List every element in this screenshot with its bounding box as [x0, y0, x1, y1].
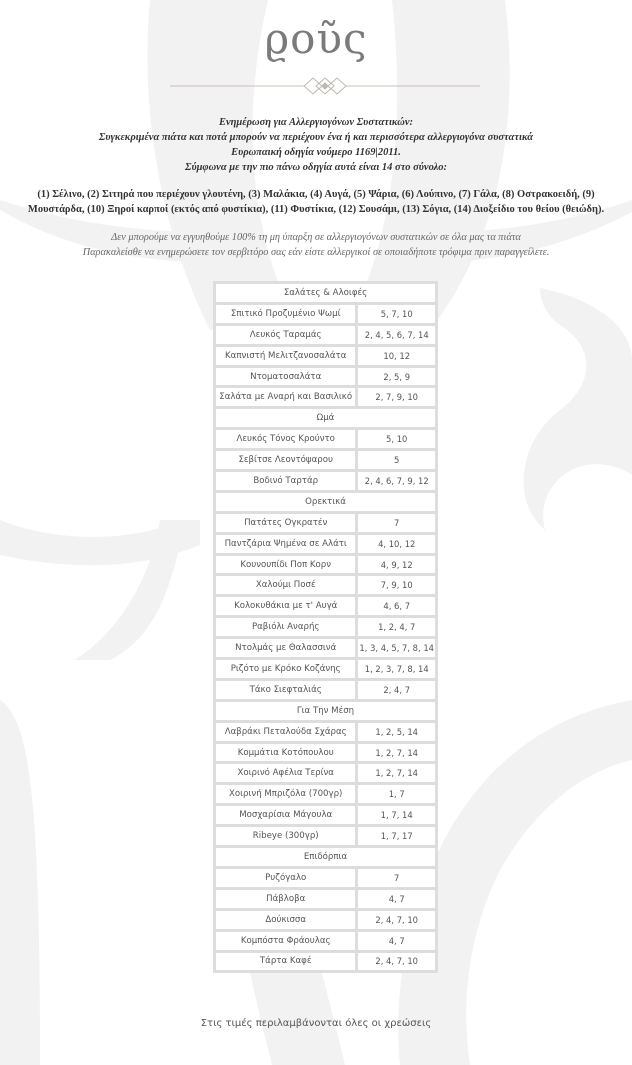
dish-allergens: 2, 7, 9, 10: [358, 388, 435, 406]
table-row: [216, 514, 435, 532]
dish-name: Πάβλοβα: [216, 890, 355, 908]
table-row: [216, 597, 435, 615]
dish-name: Παντζάρια Ψημένα σε Αλάτι: [216, 535, 355, 553]
table-row: [216, 911, 435, 929]
table-row: [216, 535, 435, 553]
dish-allergens: 7, 9, 10: [358, 576, 435, 594]
ornament-divider: [170, 76, 480, 96]
table-row: [216, 388, 435, 406]
disclaimer-line: Παρακαλείσθε να ενημερώσετε τον σερβιτόρο σας εάν είστε αλλεργικοί σε οποιαδήποτε τρόφιμα πριν παραγγείλετε.: [82, 246, 550, 258]
dish-name: Ριζότο με Κρόκο Κοζάνης: [216, 660, 355, 678]
dish-name: Μοσχαρίσια Μάγουλα: [216, 806, 355, 824]
dish-allergens: 7: [358, 869, 435, 887]
dish-name: Τάκο Σιεφταλιάς: [216, 681, 355, 699]
dish-allergens: 4, 7: [358, 890, 435, 908]
dish-allergens: 1, 7: [358, 785, 435, 803]
dish-name: Δούκισσα: [216, 911, 355, 929]
dish-allergens: 1, 2, 4, 7: [358, 618, 435, 636]
table-row: [216, 723, 435, 741]
dish-allergens: 10, 12: [358, 347, 435, 365]
info-heading: Ενημέρωση για Αλλεργιογόνων Συστατικών:: [219, 117, 413, 128]
table-row: [216, 890, 435, 908]
allergen-menu-table: [213, 281, 438, 973]
table-row: [216, 576, 435, 594]
dish-name: Σαλάτα με Αναρή και Βασιλικό: [216, 388, 355, 406]
dish-allergens: 7: [358, 514, 435, 532]
diamond-ornament-icon: [304, 78, 346, 94]
table-row: [216, 639, 435, 657]
dish-allergens: 1, 2, 3, 7, 8, 14: [358, 660, 435, 678]
section-row: [216, 409, 435, 427]
dish-name: Λευκός Τόνος Κρούντο: [216, 430, 355, 448]
allergen-info-block: [0, 115, 632, 175]
dish-name: Λευκός Ταραμάς: [216, 326, 355, 344]
section-title: Για Την Μέση: [216, 702, 435, 720]
dish-name: Ρυζόγαλο: [216, 869, 355, 887]
disclaimer-line: Δεν μπορούμε να εγγυηθούμε 100% τη μη ύπαρξη σε αλλεργιογόνων συστατικών σε όλα μας τα πιάτα: [111, 232, 521, 243]
table-row: [216, 556, 435, 574]
table-row: [216, 368, 435, 386]
dish-allergens: 1, 3, 4, 5, 7, 8, 14: [358, 639, 435, 657]
dish-name: Χαλούμι Ποσέ: [216, 576, 355, 594]
dish-allergens: 4, 9, 12: [358, 556, 435, 574]
table-row: [216, 451, 435, 469]
dish-name: Σπιτικό Προζυμένιο Ψωμί: [216, 305, 355, 323]
dish-name: Κουνουπίδι Ποπ Κορν: [216, 556, 355, 574]
brand-logo: ϱοῦς: [264, 14, 368, 63]
dish-allergens: 2, 4, 7, 10: [358, 953, 435, 971]
table-row: [216, 618, 435, 636]
dish-allergens: 2, 4, 7, 10: [358, 911, 435, 929]
dish-name: Κομμάτια Κοτόπουλου: [216, 744, 355, 762]
dish-allergens: 1, 2, 7, 14: [358, 764, 435, 782]
section-row: [216, 284, 435, 302]
info-line: Συγκεκριμένα πιάτα και ποτά μπορούν να περιέχουν ένα ή και περισσότερα αλλεργιογόνα συστατικά: [98, 132, 534, 143]
dish-name: Ντολμάς με Θαλασσινά: [216, 639, 355, 657]
dish-allergens: 2, 4, 6, 7, 9, 12: [358, 472, 435, 490]
table-row: [216, 347, 435, 365]
dish-name: Ribeye (300γρ): [216, 827, 355, 845]
table-row: [216, 326, 435, 344]
dish-allergens: 4, 7: [358, 932, 435, 950]
table-row: [216, 660, 435, 678]
dish-name: Κολοκυθάκια με τ' Αυγά: [216, 597, 355, 615]
footer-note: Στις τιμές περιλαμβάνονται όλες οι χρεώσεις: [200, 1018, 432, 1029]
dish-name: Βοδινό Ταρτάρ: [216, 472, 355, 490]
dish-allergens: 5, 7, 10: [358, 305, 435, 323]
table-row: [216, 785, 435, 803]
dish-name: Καπνιστή Μελιτζανοσαλάτα: [216, 347, 355, 365]
dish-name: Σεβίτσε Λεοντόψαρου: [216, 451, 355, 469]
dish-allergens: 1, 7, 17: [358, 827, 435, 845]
allergen-list: [20, 187, 612, 217]
dish-name: Χοιρινό Αφέλια Τερίνα: [216, 764, 355, 782]
table-row: [216, 744, 435, 762]
dish-allergens: 1, 2, 5, 14: [358, 723, 435, 741]
table-row: [216, 430, 435, 448]
table-row: [216, 305, 435, 323]
dish-allergens: 5: [358, 451, 435, 469]
table-row: [216, 827, 435, 845]
dish-allergens: 1, 2, 7, 14: [358, 744, 435, 762]
section-row: [216, 702, 435, 720]
info-line: Ευρωπαική οδηγία νούμερο 1169|2011.: [231, 147, 401, 158]
table-row: [216, 869, 435, 887]
table-row: [216, 681, 435, 699]
dish-allergens: 2, 4, 7: [358, 681, 435, 699]
disclaimer: [0, 231, 632, 260]
table-row: [216, 932, 435, 950]
dish-name: Πατάτες Ογκρατέν: [216, 514, 355, 532]
dish-allergens: 5, 10: [358, 430, 435, 448]
section-row: [216, 493, 435, 511]
dish-allergens: 2, 5, 9: [358, 368, 435, 386]
allergen-list-line: Μουστάρδα, (10) Ξηροί καρποί (εκτός από φυστίκια), (11) Φυστίκια, (12) Σουσάμι, (13) Σόγια, (14) Διοξείδιο του θείου (θειώδη).: [27, 204, 605, 215]
section-title: Ορεκτικά: [216, 493, 435, 511]
section-title: Επιδόρπια: [216, 848, 435, 866]
dish-allergens: 2, 4, 5, 6, 7, 14: [358, 326, 435, 344]
info-line: Σύμφωνα με την πιο πάνω οδηγία αυτά είναι 14 στο σύνολο:: [184, 162, 448, 173]
section-row: [216, 848, 435, 866]
section-title: Σαλάτες & Αλοιφές: [216, 284, 435, 302]
table-row: [216, 472, 435, 490]
dish-name: Τάρτα Καφέ: [216, 953, 355, 971]
dish-name: Ντοματοσαλάτα: [216, 368, 355, 386]
dish-name: Χοιρινή Μπριζόλα (700γρ): [216, 785, 355, 803]
dish-name: Κομπόστα Φράουλας: [216, 932, 355, 950]
table-row: [216, 764, 435, 782]
dish-allergens: 1, 7, 14: [358, 806, 435, 824]
dish-name: Ραβιόλι Αναρής: [216, 618, 355, 636]
section-title: Ωμά: [216, 409, 435, 427]
dish-allergens: 4, 6, 7: [358, 597, 435, 615]
table-row: [216, 953, 435, 971]
allergen-list-line: (1) Σέλινο, (2) Σιτηρά που περιέχουν γλουτένη, (3) Μαλάκια, (4) Αυγά, (5) Ψάρια, (6) Λούπινο, (7) Γάλα, (8) Οστρακοειδή, (9): [37, 189, 595, 200]
table-row: [216, 806, 435, 824]
dish-allergens: 4, 10, 12: [358, 535, 435, 553]
dish-name: Λαβράκι Πεταλούδα Σχάρας: [216, 723, 355, 741]
